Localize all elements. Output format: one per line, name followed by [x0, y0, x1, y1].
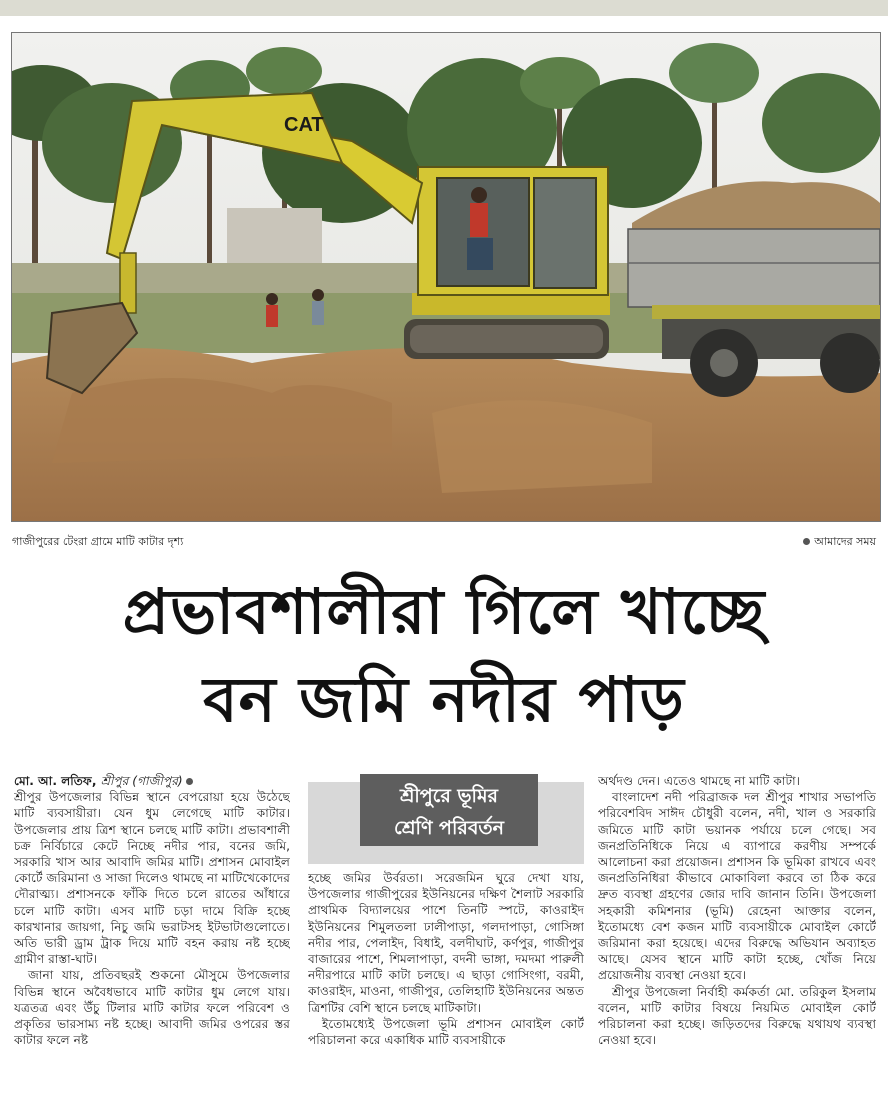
subhead-line-1: শ্রীপুরে ভূমির [400, 785, 498, 807]
background-building [227, 208, 322, 263]
byline-author: মো. আ. লতিফ, [14, 774, 97, 788]
headline-line-2: বন জমি নদীর পাড় [203, 663, 685, 736]
paragraph: হচ্ছে জমির উর্বরতা। সরেজমিন ঘুরে দেখা যায়, উপজেলার গাজীপুরের ইউনিয়নের দক্ষিণ শৈলাট সরকারি প্রাথমিক বিদ্যালয়ের পাশে তিনটি স্পটে, কাওরাইদ ইউনিয়নের শিমুলতলা ঢালীপাড়া, গলদাপাড়া, গোসিঙ্গা নদীর পার, পেলাইদ, বিধাই, বলদীঘাট, কর্ণপুর, গাজীপুর বাজারের পাশে, শিমলাপাড়া, বদনী ভাঙ্গা, দমদমা পারুলী নদীরপারে মাটি কাটা চলছে। এ ছাড়া গোসিংগা, বরমী, কাওরাইদ, মাওনা, গাজীপুর, তেলিহাটি ইউনিয়নের অন্তত ত্রিশটির বেশি স্থানে চলছে মাটিকাটা। [308, 871, 584, 1015]
paragraph: বাংলাদেশ নদী পরিব্রাজক দল শ্রীপুর শাখার সভাপতি পরিবেশবিদ সাঈদ চৌধুরী বলেন, নদী, খাল ও সরকারি জমিতে মাটি কাটা ভয়ানক পর্যায়ে চলে গেছে। সব জনপ্রতিনিধিকে নিয়ে এ ব্যাপারে করণীয় সম্পর্কে আলোচনা করা প্রয়োজন। প্রশাসন কি ভূমিকা রাখবে এবং জনপ্রতিনিধিরা কীভাবে মোকাবিলা করবে তা ঠিক করে দ্রুত ব্যবস্থা গ্রহণের জোর দাবি জানান তিনি। উপজেলা সহকারী কমিশনার (ভূমি) রেহেনা আক্তার বলেন, ইতোমধ্যে বেশ কজন মাটি ব্যবসায়ীকে মোবাইল কোর্টে জরিমানা করা হয়েছে। এদের বিরুদ্ধে অভিযান অব্যাহত আছে। যেসব স্থানে মাটি কাটা হচ্ছে, খোঁজ নিয়ে প্রয়োজনীয় ব্যবস্থা নেওয়া হবে। [598, 790, 876, 983]
byline-location: শ্রীপুর (গাজীপুর) [100, 774, 183, 788]
headline-line-1: প্রভাবশালীরা গিলে খাচ্ছে [122, 575, 766, 648]
news-photo [11, 32, 881, 522]
paragraph: শ্রীপুর উপজেলার বিভিন্ন স্থানে বেপরোয়া হয়ে উঠেছে মাটি ব্যবসায়ীরা। যেন ধুম লেগেছে মাটি কাটার। উপজেলার প্রায় ত্রিশ স্থানে চলছে মাটি কাটা। প্রভাবশালী চক্র নির্বিচারে কেটে নিচ্ছে নদীর পার, বনের জমি, সরকারি খাস আর আবাদি জমির মাটি। প্রশাসন মোবাইল কোর্টে জরিমানা ও সাজা দিলেও থামছে না মাটিখেকোদের দৌরাত্ম্য। প্রশাসনকে ফাঁকি দিতে চলে রাতের আঁধারে চলে মাটি কাটা। এসব মাটি চড়া দামে বিক্রি হচ্ছে কারখানার জায়গা, নিচু জমি ভরাটসহ ইটভাটাগুলোতে। অতি ভারী ড্রাম ট্রাক দিয়ে মাটি বহন করায় নষ্ট হচ্ছে গ্রামীণ রাস্তা-ঘাট। [14, 790, 290, 967]
byline-bullet-icon [186, 778, 193, 785]
article-column-3 [598, 773, 876, 1093]
paragraph: শ্রীপুর উপজেলা নির্বাহী কর্মকর্তা মো. তরিকুল ইসলাম বলেন, মাটি কাটার বিষয়ে নিয়মিত মোবাইল কোর্ট পরিচালনা করা হচ্ছে। জড়িতদের বিরুদ্ধে যথাযথ ব্যবস্থা নেওয়া হবে। [598, 984, 876, 1048]
byline [14, 773, 290, 789]
cat-brand-text: CAT [284, 114, 324, 136]
subhead-line-2: শ্রেণি পরিবর্তন [393, 817, 504, 839]
excavator-photo-illustration [12, 33, 880, 521]
paragraph: ইতোমধ্যেই উপজেলা ভূমি প্রশাসন মোবাইল কোর্ট পরিচালনা করে একাধিক মাটি ব্যবসায়ীকে [308, 1016, 584, 1048]
photo-caption: গাজীপুরের টেংরা গ্রামে মাটি কাটার দৃশ্য [12, 535, 184, 548]
photo-credit [803, 535, 876, 549]
subhead-tag [360, 774, 538, 846]
photo-credit-text: আমাদের সময় [814, 535, 876, 548]
page-top-band [0, 0, 888, 16]
article-column-2 [308, 870, 584, 1090]
paragraph: অর্থদণ্ড দেন। এতেও থামছে না মাটি কাটা। [598, 774, 800, 788]
credit-bullet-icon [803, 538, 810, 545]
article-column-1 [14, 773, 290, 1093]
paragraph: জানা যায়, প্রতিবছরই শুকনো মৌসুমে উপজেলার বিভিন্ন স্থানে অবৈধভাবে মাটি কাটার ধুম লেগে যায়। যত্রতত্র এবং উঁচু টিলার মাটি কাটার ফলে পরিবেশ ও প্রকৃতির ভারসাম্য নষ্ট হচ্ছে। আবাদী জমির ওপরের স্তর কাটার ফলে নষ্ট [14, 968, 290, 1048]
